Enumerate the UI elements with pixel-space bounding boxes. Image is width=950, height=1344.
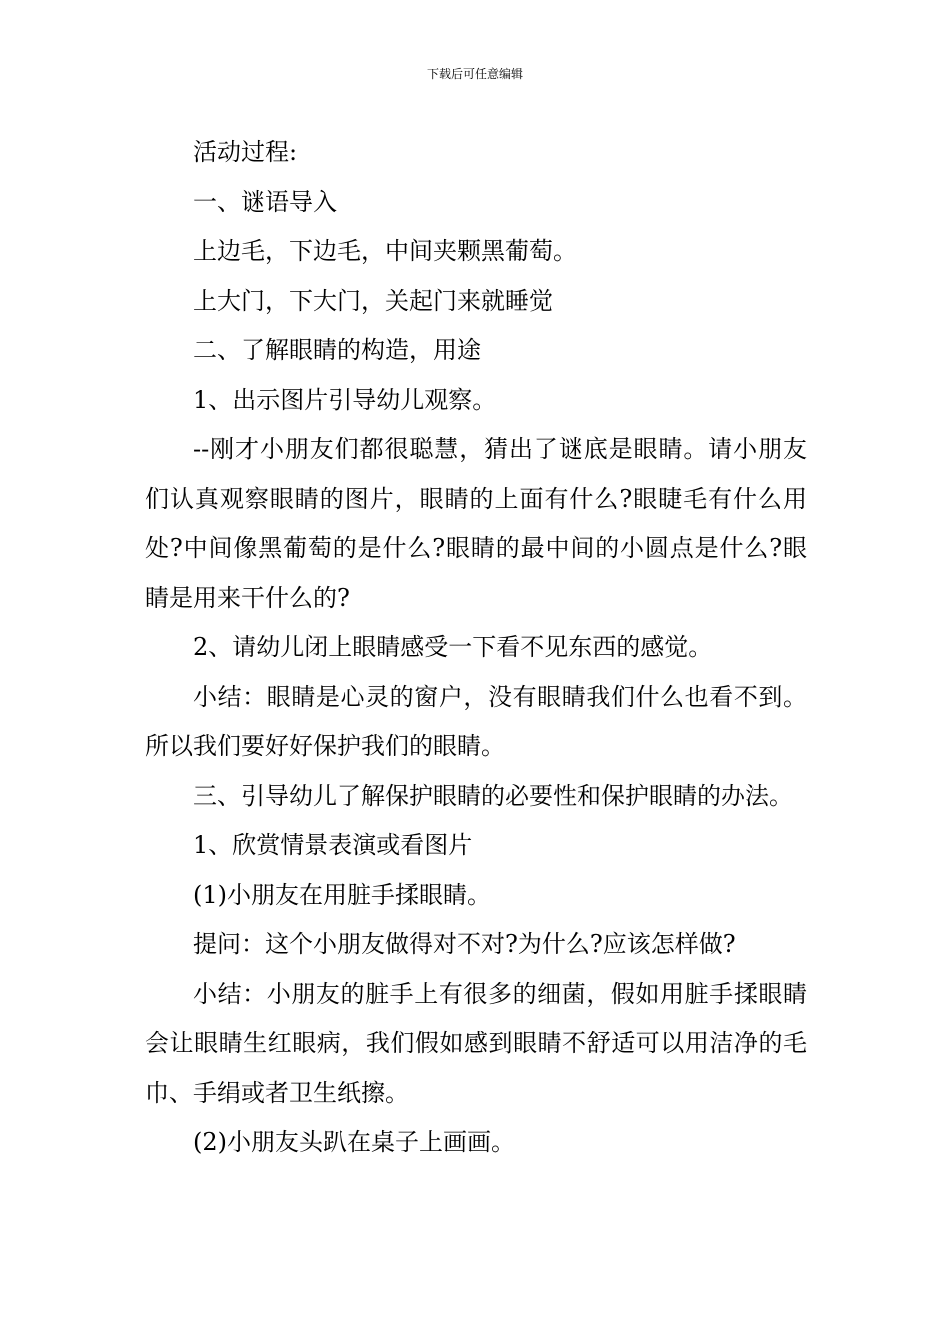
step-show-picture: 1、出示图片引导幼儿观察。	[193, 385, 497, 414]
question-dirty-hands: 提问：这个小朋友做得对不对?为什么?应该怎样做?	[193, 930, 736, 958]
scenario-head-on-desk: (2)小朋友头趴在桌子上画画。	[193, 1128, 515, 1156]
paragraph-observe-eyes: --刚才小朋友们都很聪慧，猜出了谜底是眼睛。请小朋友们认真观察眼睛的图片，眼睛的上面有什么?眼睫毛有什么用处?中间像黑葡萄的是什么?眼睛的最中间的小圆点是什么?眼睛是用来干什么的?	[145, 435, 807, 612]
riddle-line-2: 上大门，下大门，关起门来就睡觉	[193, 286, 553, 315]
section-heading-activity-process: 活动过程:	[193, 138, 298, 166]
riddle-line-1: 上边毛，下边毛，中间夹颗黑葡萄。	[193, 237, 577, 265]
page-header: 下载后可任意编辑	[426, 67, 523, 81]
summary-eyes-window: 小结：眼睛是心灵的窗户，没有眼睛我们什么也看不到。所以我们要好好保护我们的眼睛。	[145, 682, 807, 760]
section-heading-protect-eyes: 三、引导幼儿了解保护眼睛的必要性和保护眼睛的办法。	[193, 781, 793, 810]
document-body	[145, 128, 807, 1168]
summary-dirty-hands: 小结：小朋友的脏手上有很多的细菌，假如用脏手揉眼睛会让眼睛生红眼病，我们假如感到眼睛不舒适可以用洁净的毛巾、手绢或者卫生纸擦。	[145, 979, 807, 1107]
section-heading-eye-structure: 二、了解眼睛的构造，用途	[193, 336, 481, 364]
step-watch-performance: 1、欣赏情景表演或看图片	[193, 831, 473, 859]
scenario-dirty-hands: (1)小朋友在用脏手揉眼睛。	[193, 880, 491, 909]
section-heading-riddle-intro: 一、谜语导入	[193, 187, 337, 216]
step-close-eyes: 2、请幼儿闭上眼睛感受一下看不见东西的感觉。	[193, 633, 713, 661]
